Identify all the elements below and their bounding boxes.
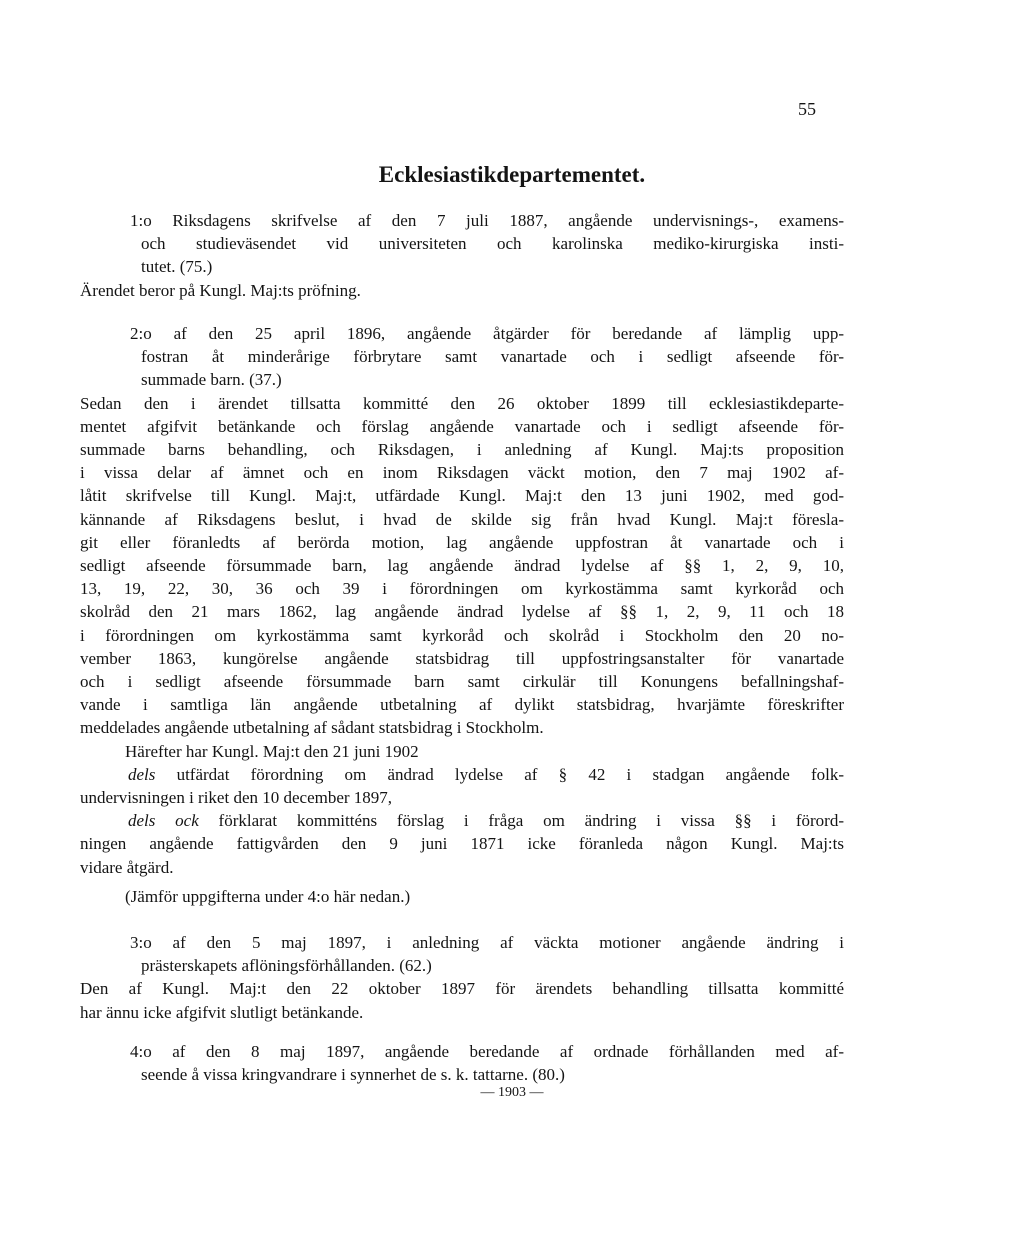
paragraph-line: 2:o af den 25 april 1896, angående åtgärder för beredande af lämplig upp-: [130, 324, 844, 343]
paragraph-line: har ännu icke afgifvit slutligt betänkande.: [80, 1002, 364, 1022]
paragraph-line: tutet. (75.): [141, 257, 213, 277]
paragraph-line: fostran åt minderårige förbrytare samt vanartade och i sedligt afseende för-: [141, 347, 844, 367]
paragraph-line: Sedan den i ärendet tillsatta kommitté den 26 oktober 1899 till ecklesiastikdeparte-: [80, 393, 844, 413]
paragraph-line: [80, 809, 844, 832]
paragraph-line: i vissa delar af ämnet och en inom Riksdagen väckt motion, den 7 maj 1902 af-: [80, 463, 844, 483]
dels-text: förklarat kommitténs förslag i fråga om ändring i vissa §§ i förord-: [198, 811, 844, 831]
section-2: [80, 322, 844, 908]
paragraph-line: 3:o af den 5 maj 1897, i anledning af väckta motioner angående ändring i: [130, 933, 844, 952]
paragraph-line: summade barns behandling, och Riksdagen, i anledning af Kungl. Maj:ts proposition: [80, 440, 844, 460]
paragraph-line: seende å vissa kringvandrare i synnerhet de s. k. tattarne. (80.): [141, 1065, 565, 1085]
section-1: [80, 209, 844, 302]
section-3: [80, 931, 844, 1024]
paragraph-line: 4:o af den 8 maj 1897, angående beredande af ordnade förhållanden med af-: [130, 1042, 844, 1061]
paragraph-line: 1:o Riksdagens skrifvelse af den 7 juli 1887, angående undervisnings-, examens-: [130, 211, 844, 230]
dels-ock-word: dels ock: [128, 811, 199, 831]
paragraph-line: Härefter har Kungl. Maj:t den 21 juni 1902: [125, 741, 419, 761]
page-title: Ecklesiastikdepartementet.: [378, 162, 646, 187]
paragraph-line: ningen angående fattigvården den 9 juni 1871 icke föranleda någon Kungl. Maj:ts: [80, 834, 844, 854]
paragraph-line: prästerskapets aflöningsförhållanden. (62.): [141, 956, 432, 976]
paragraph-line: och i sedligt afseende försummade barn samt cirkulär till Konungens befallningshaf-: [80, 672, 844, 692]
paragraph-line: och studieväsendet vid universiteten och karolinska mediko-kirurgiska insti-: [141, 234, 844, 254]
paragraph-line: mentet afgifvit betänkande och förslag angående vanartade och i sedligt afseende för-: [80, 416, 844, 436]
page-number: 55: [798, 99, 816, 119]
paragraph-line: meddelades angående utbetalning af sådant statsbidrag i Stockholm.: [80, 718, 544, 738]
paragraph-line: vember 1863, kungörelse angående statsbidrag till uppfostringsanstalter för vanartade: [80, 648, 844, 668]
section-4: [80, 1040, 844, 1086]
paragraph-line: i förordningen om kyrkostämma samt kyrkoråd och skolråd i Stockholm den 20 no-: [80, 625, 844, 645]
paragraph-line: vande i samtliga län angående utbetalning af dylikt statsbidrag, hvarjämte föreskrifter: [80, 695, 844, 715]
paragraph-line: sedligt afseende försummade barn, lag angående ändrad lydelse af §§ 1, 2, 9, 10,: [80, 556, 844, 576]
paragraph-line: (Jämför uppgifterna under 4:o här nedan.): [125, 886, 411, 906]
paragraph-line: [80, 763, 844, 786]
dels-word: dels: [128, 764, 156, 784]
paragraph-line: Den af Kungl. Maj:t den 22 oktober 1897 för ärendets behandling tillsatta kommitté: [80, 979, 844, 999]
paragraph-line: undervisningen i riket den 10 december 1897,: [80, 788, 393, 808]
page-footer: — 1903 —: [480, 1085, 544, 1100]
paragraph-line: kännande af Riksdagens beslut, i hvad de skilde sig från hvad Kungl. Maj:t föresla-: [80, 509, 844, 529]
paragraph-line: Ärendet beror på Kungl. Maj:ts pröfning.: [80, 280, 361, 300]
paragraph-line: summade barn. (37.): [141, 370, 282, 390]
paragraph-line: vidare åtgärd.: [80, 857, 174, 877]
paragraph-line: 13, 19, 22, 30, 36 och 39 i förordningen om kyrkostämma samt kyrkoråd och: [80, 579, 844, 599]
paragraph-line: git eller föranledts af berörda motion, lag angående uppfostran åt vanartade och i: [80, 532, 844, 552]
paragraph-line: låtit skrifvelse till Kungl. Maj:t, utfärdade Kungl. Maj:t den 13 juni 1902, med god-: [80, 486, 844, 506]
dels-text: utfärdat förordning om ändrad lydelse af § 42 i stadgan angående folk-: [155, 764, 844, 784]
paragraph-line: skolråd den 21 mars 1862, lag angående ändrad lydelse af §§ 1, 2, 9, 11 och 18: [80, 602, 844, 622]
